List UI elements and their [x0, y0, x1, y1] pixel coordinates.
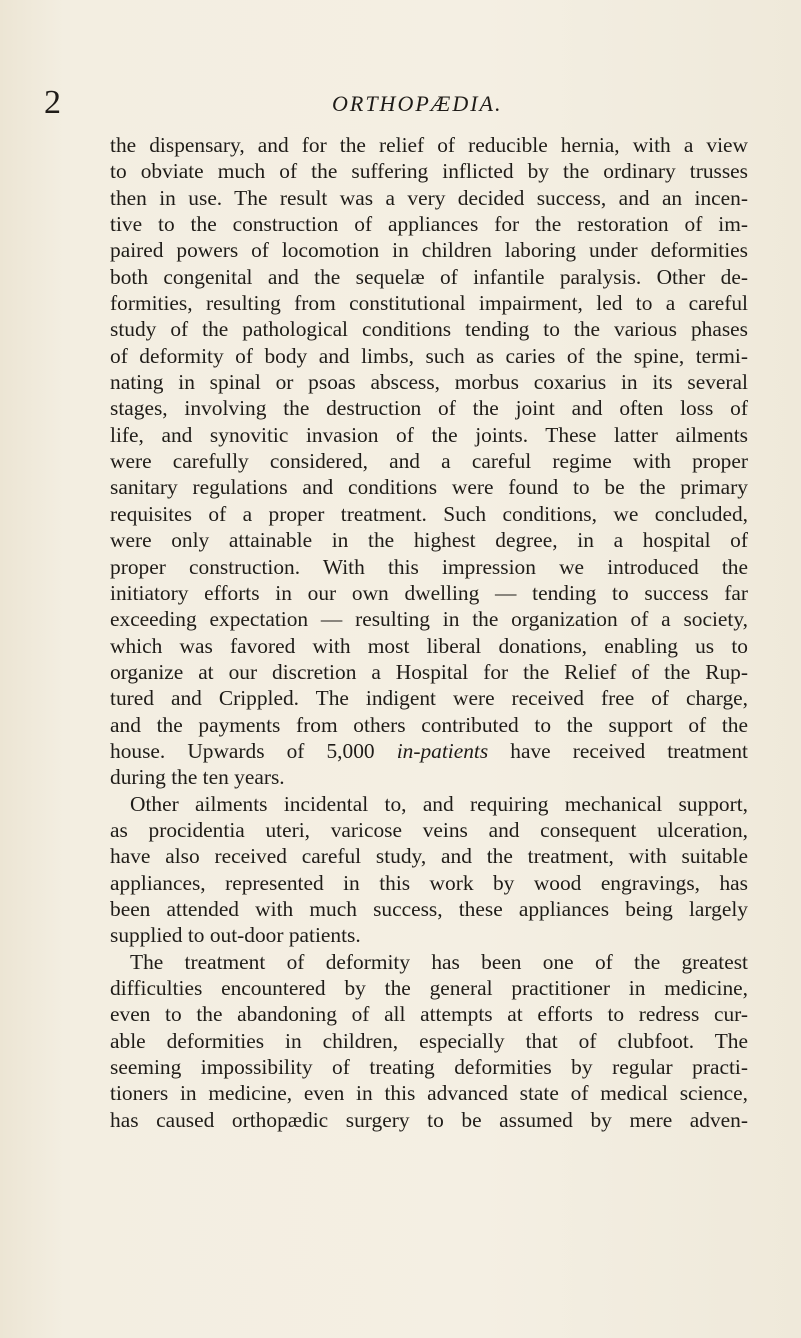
text-line: tured and Crippled. The indigent were received free of charge, — [110, 686, 748, 711]
text-line: during the ten years. — [110, 765, 285, 790]
text-line: requisites of a proper treatment. Such conditions, we concluded, — [110, 501, 748, 526]
running-head — [0, 84, 801, 124]
italic-term: in-patients — [396, 738, 489, 763]
text-line: of deformity of body and limbs, such as caries of the spine, termi- — [110, 343, 748, 368]
text-line: even to the abandoning of all attempts at efforts to redress cur- — [110, 1002, 748, 1027]
text-line: both congenital and the sequelæ of infantile paralysis. Other de- — [110, 264, 748, 289]
body-text — [110, 132, 748, 1133]
text-line: paired powers of locomotion in children laboring under deformities — [110, 238, 748, 263]
text-line: were carefully considered, and a careful regime with proper — [110, 449, 748, 474]
text-line: stages, involving the destruction of the joint and often loss of — [110, 396, 748, 421]
text-line: able deformities in children, especially that of clubfoot. The — [110, 1028, 748, 1053]
text-segment: house. Upwards of 5,000 — [110, 738, 375, 763]
text-line: The treatment of deformity has been one of the greatest — [130, 949, 748, 974]
text-line: tioners in medicine, even in this advanced state of medical science, — [110, 1081, 748, 1106]
text-line: have also received careful study, and the treatment, with suitable — [110, 844, 748, 869]
text-line: supplied to out-door patients. — [110, 923, 361, 948]
text-line: difficulties encountered by the general practitioner in medicine, — [110, 976, 748, 1000]
text-line: seeming impossibility of treating deformities by regular practi- — [110, 1055, 748, 1080]
text-line: sanitary regulations and conditions were found to be the primary — [110, 475, 748, 500]
running-title: ORTHOPÆDIA. — [332, 91, 503, 116]
text-line: has caused orthopædic surgery to be assumed by mere adven- — [110, 1107, 748, 1132]
text-line: as procidentia uteri, varicose veins and consequent ulceration, — [110, 817, 748, 842]
text-line: proper construction. With this impression we introduced the — [110, 554, 748, 579]
text-line: exceeding expectation — resulting in the organization of a society, — [110, 607, 748, 632]
text-line: were only attainable in the highest degree, in a hospital of — [110, 528, 748, 553]
text-line-with-italic — [110, 738, 748, 764]
text-segment: have received treatment — [510, 738, 748, 763]
text-line: initiatory efforts in our own dwelling — tending to success far — [110, 580, 748, 605]
text-line: tive to the construction of appliances for the restoration of im- — [110, 212, 748, 237]
text-line: study of the pathological conditions tending to the various phases — [110, 317, 748, 342]
text-line: and the payments from others contributed to the support of the — [110, 712, 748, 737]
text-line: life, and synovitic invasion of the joints. These latter ailments — [110, 422, 748, 447]
text-line: formities, resulting from constitutional impairment, led to a careful — [110, 291, 748, 316]
text-line: Other ailments incidental to, and requiring mechanical support, — [130, 791, 748, 816]
text-line: nating in spinal or psoas abscess, morbus coxarius in its several — [110, 370, 748, 395]
text-line: been attended with much success, these appliances being largely — [110, 896, 748, 921]
text-line: the dispensary, and for the relief of reducible hernia, with a view — [110, 133, 748, 157]
text-line: to obviate much of the suffering inflicted by the ordinary trusses — [110, 159, 748, 184]
page-number: 2 — [44, 84, 61, 121]
text-line: then in use. The result was a very decided success, and an incen- — [110, 185, 748, 210]
text-line: which was favored with most liberal donations, enabling us to — [110, 633, 748, 658]
text-line: organize at our discretion a Hospital for the Relief of the Rup- — [110, 659, 748, 684]
text-line: appliances, represented in this work by wood engravings, has — [110, 870, 748, 895]
